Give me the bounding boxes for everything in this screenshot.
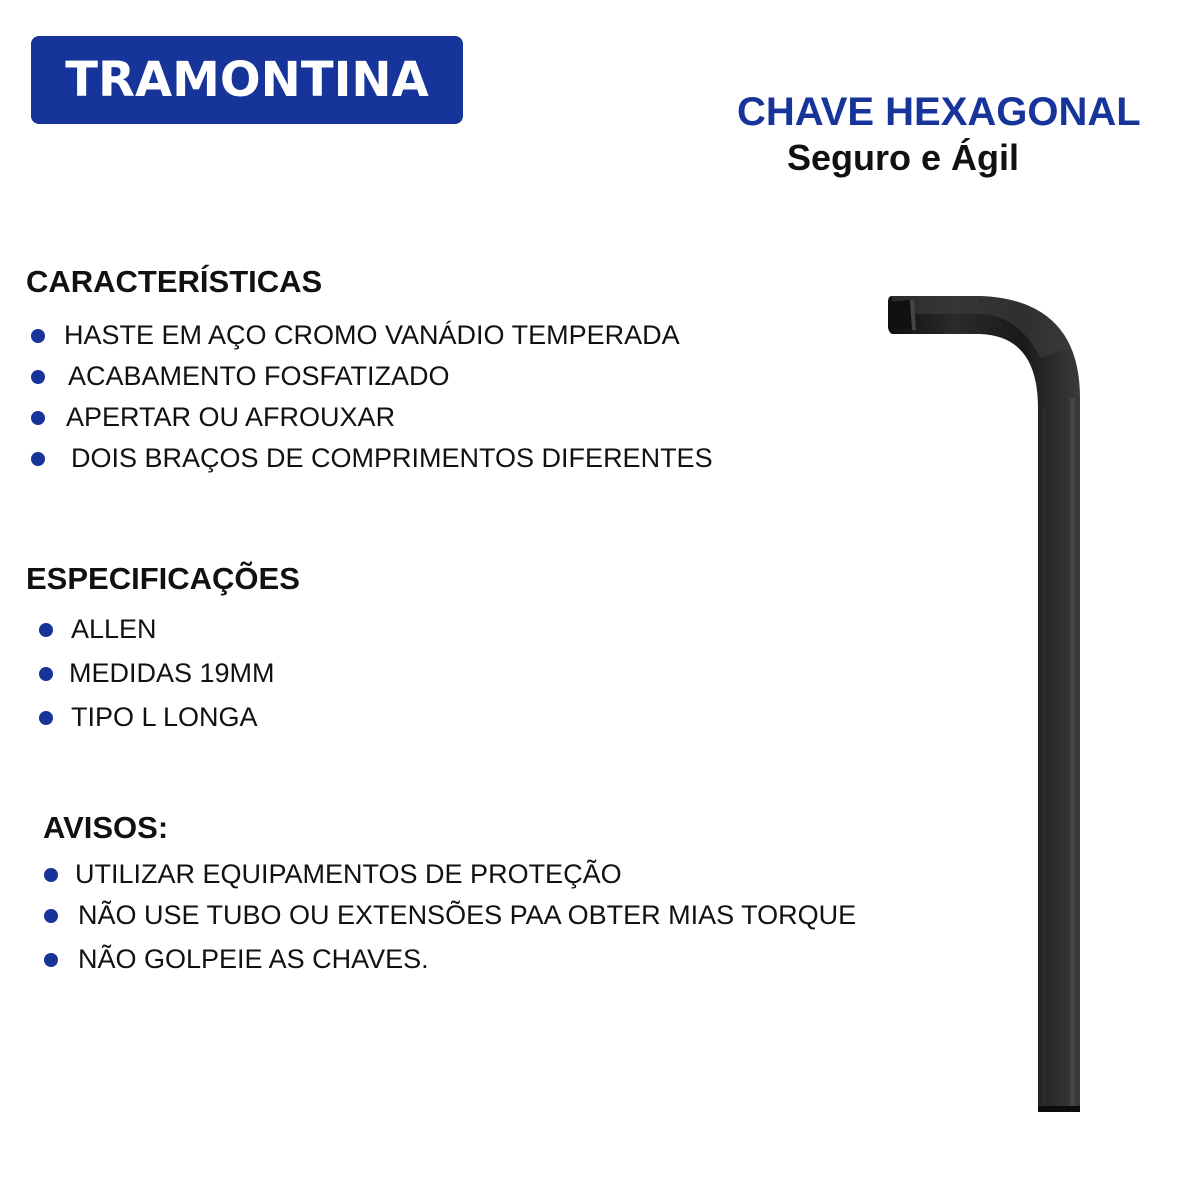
bullet-icon [39, 667, 53, 681]
list-item-label: ALLEN [71, 614, 157, 644]
especificacoes-heading: ESPECIFICAÇÕES [26, 561, 300, 596]
avisos-heading: AVISOS: [43, 810, 169, 845]
list-item-label: NÃO GOLPEIE AS CHAVES. [78, 944, 429, 974]
list-item-label: MEDIDAS 19MM [69, 658, 275, 688]
list-item [31, 443, 713, 474]
list-item-label: UTILIZAR EQUIPAMENTOS DE PROTEÇÃO [75, 859, 622, 889]
bullet-icon [39, 623, 53, 637]
list-item [44, 859, 622, 890]
brand-logo-text: TRAMONTINA [65, 52, 429, 108]
product-title: CHAVE HEXAGONAL [737, 90, 1141, 134]
bullet-icon [31, 411, 45, 425]
brand-logo [31, 36, 463, 124]
caracteristicas-heading: CARACTERÍSTICAS [26, 264, 323, 299]
list-item-label: ACABAMENTO FOSFATIZADO [68, 361, 450, 391]
list-item [31, 402, 395, 433]
hex-key-icon [880, 288, 1090, 1118]
list-item [31, 320, 680, 351]
bullet-icon [44, 868, 58, 882]
bullet-icon [31, 329, 45, 343]
bullet-icon [31, 452, 45, 466]
list-item [39, 702, 258, 733]
bullet-icon [44, 953, 58, 967]
list-item-label: NÃO USE TUBO OU EXTENSÕES PAA OBTER MIAS TORQUE [78, 900, 857, 930]
list-item-label: DOIS BRAÇOS DE COMPRIMENTOS DIFERENTES [71, 443, 713, 473]
list-item-label: TIPO L LONGA [71, 702, 258, 732]
list-item-label: APERTAR OU AFROUXAR [66, 402, 396, 432]
list-item [31, 361, 450, 392]
bullet-icon [39, 711, 53, 725]
list-item [44, 900, 856, 931]
bullet-icon [31, 370, 45, 384]
list-item-label: HASTE EM AÇO CROMO VANÁDIO TEMPERADA [64, 320, 680, 350]
bullet-icon [44, 909, 58, 923]
list-item [39, 614, 157, 645]
list-item [39, 658, 275, 689]
product-subtitle: Seguro e Ágil [787, 137, 1020, 178]
list-item [44, 944, 429, 975]
